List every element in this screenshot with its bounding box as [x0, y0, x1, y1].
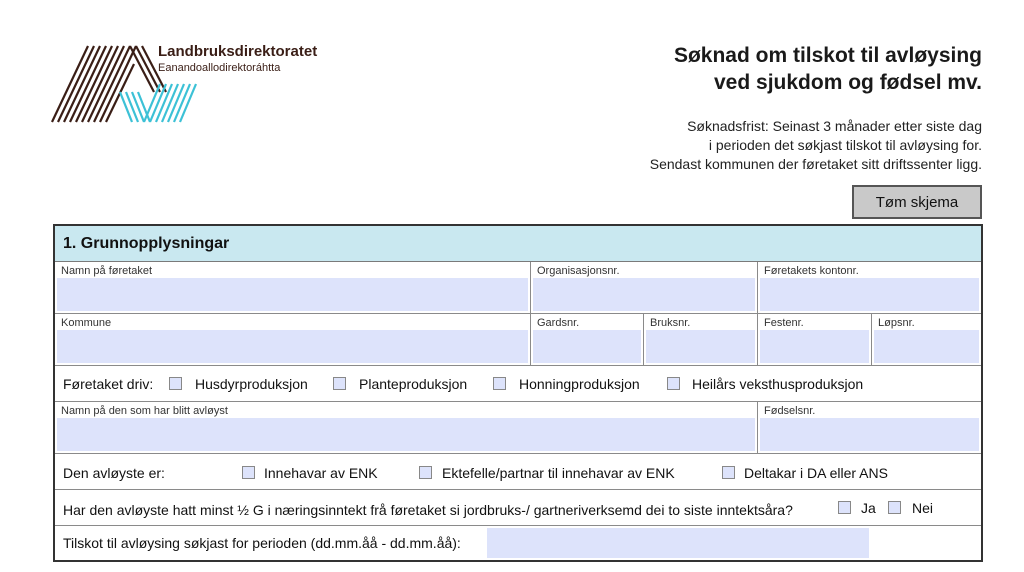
- income-question-row: [55, 490, 981, 526]
- company-name-input[interactable]: [57, 278, 528, 311]
- period-row: [55, 526, 981, 560]
- birth-no-cell: [758, 402, 981, 454]
- account-no-input[interactable]: [760, 278, 979, 311]
- husdyr-checkbox[interactable]: [169, 377, 182, 390]
- spouse-checkbox[interactable]: [419, 466, 432, 479]
- festenr-cell: [758, 314, 872, 366]
- income-no-checkbox[interactable]: [888, 501, 901, 514]
- income-yes-label: Ja: [861, 500, 876, 516]
- veksthus-checkbox[interactable]: [667, 377, 680, 390]
- relieved-name-input[interactable]: [57, 418, 755, 451]
- relieved-role-row: [55, 454, 981, 490]
- company-name-cell: [55, 262, 531, 314]
- section-basic-info: [53, 224, 983, 562]
- period-label: Tilskot til avløysing søkjast for perioden (dd.mm.åå - dd.mm.åå):: [63, 535, 461, 551]
- birth-no-label: Fødselsnr.: [764, 405, 816, 417]
- section-title: 1. Grunnopplysningar: [55, 226, 981, 262]
- info-line3: Sendast kommunen der føretaket sitt driftssenter ligg.: [649, 156, 982, 172]
- lopsnr-label: Løpsnr.: [878, 317, 915, 329]
- logo-subname: Eanandoallodirektoráhtta: [158, 62, 281, 74]
- income-no-label: Nei: [912, 500, 934, 516]
- bruksnr-cell: [644, 314, 758, 366]
- husdyr-label: Husdyrproduksjon: [195, 376, 308, 392]
- municipality-cell: [55, 314, 531, 366]
- company-name-label: Namn på føretaket: [61, 265, 153, 277]
- enk-owner-checkbox[interactable]: [242, 466, 255, 479]
- spouse-label: Ektefelle/partnar til innehavar av ENK: [442, 465, 675, 481]
- da-ans-label: Deltakar i DA eller ANS: [744, 465, 888, 481]
- municipality-input[interactable]: [57, 330, 528, 363]
- bruksnr-input[interactable]: [646, 330, 755, 363]
- relieved-role-label: Den avløyste er:: [63, 465, 165, 481]
- logo-name: Landbruksdirektoratet: [158, 43, 318, 60]
- honning-label: Honningproduksjon: [519, 376, 640, 392]
- municipality-label: Kommune: [61, 317, 112, 329]
- gardsnr-input[interactable]: [533, 330, 641, 363]
- period-input[interactable]: [487, 528, 869, 558]
- relieved-name-cell: [55, 402, 758, 454]
- income-question: Har den avløyste hatt minst ½ G i næringsinntekt frå føretaket si jordbruks-/ gartneriverksemd dei to siste inntektsåra?: [63, 502, 793, 518]
- relieved-name-label: Namn på den som har blitt avløyst: [61, 405, 228, 417]
- plante-label: Planteproduksjon: [359, 376, 468, 392]
- form-title: [674, 42, 982, 96]
- gardsnr-cell: [531, 314, 644, 366]
- production-type-label: Føretaket driv:: [63, 376, 154, 392]
- info-line2: i perioden det søkjast tilskot til avløysing for.: [708, 137, 982, 153]
- festenr-label: Festenr.: [764, 317, 804, 329]
- account-no-label: Føretakets kontonr.: [764, 265, 859, 277]
- org-no-label: Organisasjonsnr.: [537, 265, 620, 277]
- birth-no-input[interactable]: [760, 418, 979, 451]
- org-no-cell: [531, 262, 758, 314]
- da-ans-checkbox[interactable]: [722, 466, 735, 479]
- festenr-input[interactable]: [760, 330, 869, 363]
- gardsnr-label: Gardsnr.: [537, 317, 580, 329]
- account-no-cell: [758, 262, 981, 314]
- plante-checkbox[interactable]: [333, 377, 346, 390]
- clear-form-button[interactable]: Tøm skjema: [852, 185, 982, 219]
- bruksnr-label: Bruksnr.: [650, 317, 691, 329]
- income-yes-checkbox[interactable]: [838, 501, 851, 514]
- org-no-input[interactable]: [533, 278, 755, 311]
- honning-checkbox[interactable]: [493, 377, 506, 390]
- production-type-row: [55, 366, 981, 402]
- lopsnr-cell: [872, 314, 981, 366]
- lopsnr-input[interactable]: [874, 330, 979, 363]
- enk-owner-label: Innehavar av ENK: [264, 465, 378, 481]
- deadline-info: [650, 117, 982, 174]
- veksthus-label: Heilårs veksthusproduksjon: [692, 376, 864, 392]
- form-title-line1: Søknad om tilskot til avløysing: [673, 44, 982, 67]
- info-line1: Søknadsfrist: Seinast 3 månader etter siste dag: [687, 118, 982, 134]
- form-title-line2: ved sjukdom og fødsel mv.: [714, 71, 982, 94]
